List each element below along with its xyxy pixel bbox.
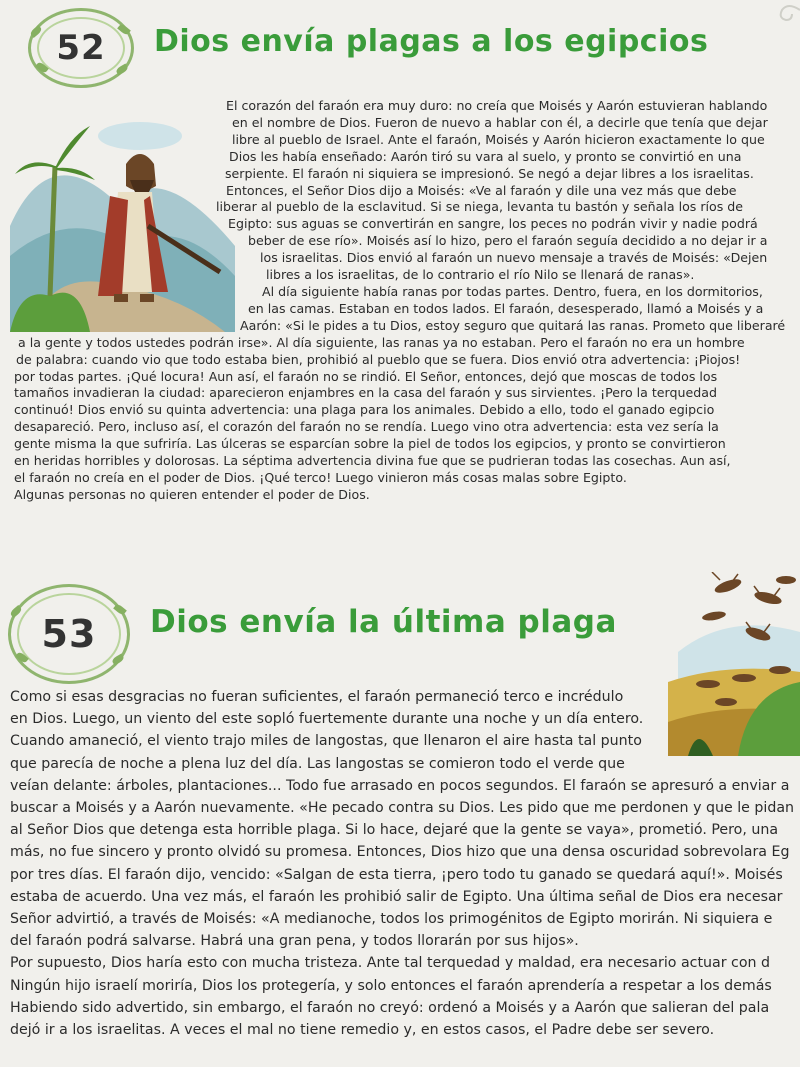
text-line: Ningún hijo israelí moriría, Dios los protegería, y solo entonces el faraón aprendería a respetar a los demás: [10, 977, 772, 994]
chapter-badge-52: [28, 8, 134, 88]
text-line: Habiendo sido advertido, sin embargo, el faraón no creyó: ordenó a Moisés y a Aarón que salieran del pala: [10, 999, 770, 1016]
text-line: estaba de acuerdo. Una vez más, el faraón les prohibió salir de Egipto. Una última señal de Dios era necesar: [10, 888, 783, 905]
text-line: el faraón no creía en el poder de Dios. ¡Qué terco! Luego vinieron más cosas malas sobre Egipto.: [14, 469, 627, 485]
text-line: Al día siguiente había ranas por todas partes. Dentro, fuera, en los dormitorios,: [262, 283, 763, 299]
text-line: dejó ir a los israelitas. A veces el mal no tiene remedio y, en estos casos, el Padre debe ser severo.: [10, 1022, 715, 1039]
text-line: beber de ese río». Moisés así lo hizo, pero el faraón seguía decidido a no dejar ir a: [248, 233, 768, 249]
text-line: Egipto: sus aguas se convertirán en sangre, los peces no podrán vivir y nadie podrá: [228, 216, 758, 232]
text-line: continuó! Dios envió su quinta advertencia: una plaga para los animales. Debido a ello, todo el ganado egipcio: [14, 402, 715, 418]
text-line: a la gente y todos ustedes podrán irse». Al día siguiente, las ranas ya no estaban. Pero el faraón no era un hombre: [18, 334, 745, 350]
text-line: libres a los israelitas, de lo contrario el río Nilo se llenará de ranas».: [266, 267, 695, 283]
chapter-number: 52: [56, 28, 106, 68]
text-line: gente misma la que sufriría. Las úlceras se esparcían sobre la piel de todos los egipcios, y pronto se convirtieron: [14, 436, 726, 452]
text-line: en las camas. Estaban en todos lados. El faraón, desesperado, llamó a Moisés y a: [248, 300, 764, 316]
chapter-title: Dios envía plagas a los egipcios: [154, 24, 709, 59]
text-line: Entonces, el Señor Dios dijo a Moisés: «Ve al faraón y dile una vez más que debe: [226, 182, 737, 198]
text-line: Dios les había enseñado: Aarón tiró su vara al suelo, y pronto se convirtió en una: [229, 148, 742, 164]
text-line: del faraón podrá salvarse. Habrá una gran pena, y todos llorarán por sus hijos».: [10, 933, 579, 950]
text-line: Aarón: «Si le pides a tu Dios, estoy seguro que quitará las ranas. Prometo que liberaré: [240, 317, 786, 333]
text-line: al Señor Dios que detenga esta horrible plaga. Si lo hace, dejaré que la gente se vaya», prometió. Pero, una: [10, 822, 779, 839]
text-line: Algunas personas no quieren entender el poder de Dios.: [14, 486, 370, 502]
text-line: en Dios. Luego, un viento del este sopló fuertemente durante una noche y un día entero.: [10, 711, 644, 728]
chapter-number: 53: [41, 612, 97, 656]
text-line: que parecía de noche a plena luz del día. Las langostas se comieron todo el verde que: [10, 755, 625, 772]
text-line: serpiente. El faraón ni siquiera se impresionó. Se negó a dejar libres a los israelitas.: [225, 165, 754, 181]
text-line: por tres días. El faraón dijo, vencido: «Salgan de esta tierra, ¡pero todo tu ganado se quedará aquí!». Moisés: [10, 866, 783, 883]
text-line: en heridas horribles y dolorosas. La séptima advertencia divina fue que se pudrieran todas las cosechas. Aun así,: [14, 453, 731, 469]
text-line: buscar a Moisés y a Aarón nuevamente. «He pecado contra su Dios. Les pido que me perdonen y que le pidan: [10, 800, 795, 817]
text-line: libre al pueblo de Israel. Ante el faraón, Moisés y Aarón hicieron exactamente lo que: [232, 131, 765, 147]
text-line: más, no fue sincero y pronto olvidó su promesa. Entonces, Dios hizo que una densa oscuridad sobrevolara Eg: [10, 844, 790, 861]
chapter-53-body: [0, 686, 800, 1041]
text-line: por todas partes. ¡Qué locura! Aun así, el faraón no se rindió. El Señor, entonces, dejó que moscas de todos los: [14, 368, 718, 384]
text-line: Como si esas desgracias no fueran suficientes, el faraón permaneció terco e incrédulo: [10, 689, 624, 705]
text-line: liberar al pueblo de la esclavitud. Si se niega, levanta tu bastón y señala los ríos de: [216, 199, 744, 215]
text-line: Por supuesto, Dios haría esto con mucha tristeza. Ante tal terquedad y maldad, era necesario actuar con d: [10, 955, 771, 972]
chapter-badge-53: [8, 584, 130, 684]
text-line: desapareció. Pero, incluso así, el corazón del faraón no se rendía. Luego vino otra advertencia: esta vez sería la: [14, 419, 719, 435]
text-line: El corazón del faraón era muy duro: no creía que Moisés y Aarón estuvieran hablando: [226, 98, 768, 113]
text-line: de palabra: cuando vio que todo estaba bien, prohibió al pueblo que se fuera. Dios envió otra advertencia: ¡Piojos!: [16, 351, 741, 367]
text-line: veían delante: árboles, plantaciones... Todo fue arrasado en pocos segundos. El faraón se apresuró a enviar a: [10, 777, 790, 794]
chapter-title: Dios envía la última plaga: [150, 604, 617, 640]
page-curl-ornament-icon: [770, 0, 800, 30]
text-line: los israelitas. Dios envió al faraón un nuevo mensaje a través de Moisés: «Dejen: [260, 250, 768, 266]
text-line: tamaños invadieran la ciudad: aparecieron enjambres en la casa del faraón y sus sirvientes. ¡Pero la terquedad: [14, 385, 717, 401]
text-line: Señor advirtió, a través de Moisés: «A medianoche, todos los primogénitos de Egipto morirán. Ni siquiera e: [10, 911, 773, 928]
text-line: Cuando amaneció, el viento trajo miles de langostas, que llenaron el aire hasta tal punto: [10, 733, 642, 750]
text-line: en el nombre de Dios. Fueron de nuevo a hablar con él, a decirle que tenía que dejar: [232, 114, 768, 130]
chapter-52-body: [0, 98, 800, 504]
